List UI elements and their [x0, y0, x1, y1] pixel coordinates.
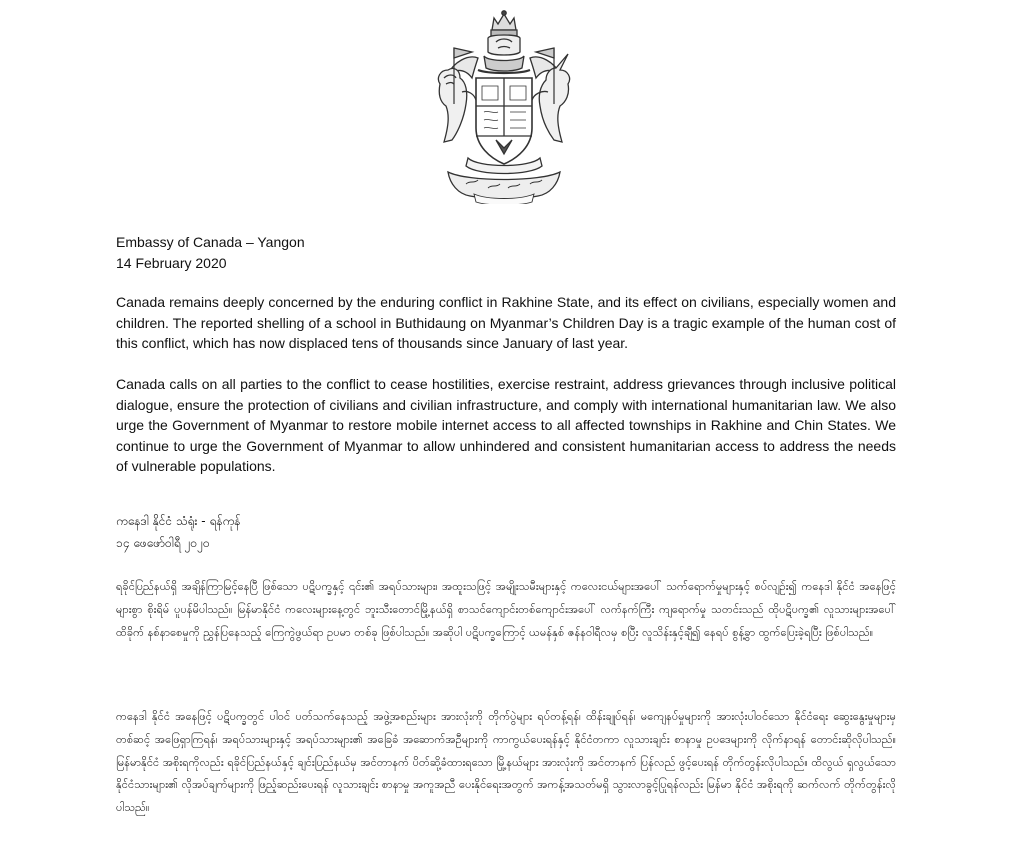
myanmar-paragraph-2: ကနေဒါ နိုင်ငံ အနေဖြင့် ပဋိပက္ခတွင် ပါဝင် ပတ်သက်နေသည့် အဖွဲ့အစည်းများ အားလုံးကို တိုက်ပွဲများ ရပ်တန့်ရန်၊ ထိန်းချုပ်ရန်၊ မကျေနပ်မှုများကို အားလုံးပါဝင်သော နိုင်ငံရေး ဆွေးနွေးမှုများမှ တစ်ဆင့် အဖြေရှာကြရန်၊ အရပ်သားများနှင့် အရပ်သားများ၏ အခြေခံ အဆောက်အဦများကို ကာကွယ်ပေးရန်နှင့် နိုင်ငံတကာ လူသားချင်း စာနာမှု ဥပဒေများကို လိုက်နာရန် တောင်းဆိုလိုပါသည်။ မြန်မာနိုင်ငံ အစိုးရကိုလည်း ရခိုင်ပြည်နယ်နှင့် ချင်းပြည်နယ်မှ အင်တာနက် ပိတ်ဆို့ခံထားရသော မြို့နယ်များ အားလုံးကို အင်တာနက် ပြန်လည် ဖွင့်ပေးရန် တိုက်တွန်းလိုပါသည်။ ထိလွယ် ရှလွယ်သော နိုင်ငံသားများ၏ လိုအပ်ချက်များကို ဖြည့်ဆည်းပေးရန် လူသားချင်း စာနာမှု အကူအညီ ပေးနိုင်ရေးအတွက် အကန့်အသတ်မရှိ သွားလာခွင့်ပြုရန်လည်း မြန်မာ နိုင်ငံ အစိုးရကို ဆက်လက် တိုက်တွန်းလိုပါသည်။ [116, 710, 896, 815]
date-line: 14 February 2020 [116, 254, 227, 271]
royal-coat-of-arms-of-canada-icon [418, 8, 590, 204]
letterhead [116, 232, 896, 273]
myanmar-sender-line: ကနေဒါ နိုင်ငံ သံရုံး - ရန်ကုန် [116, 514, 241, 528]
sender-line: Embassy of Canada – Yangon [116, 234, 305, 250]
myanmar-letterhead [116, 510, 896, 554]
english-paragraph-2: Canada calls on all parties to the conflict to cease hostilities, exercise restraint, address grievances through inclusive political dialogue, ensure the protection of civilians and civilian infrastructure, and comply with international humanitarian law. We also urge the Government of Myanmar to restore mobile internet access to all affected townships in Rakhine and Chin States. We continue to urge the Government of Myanmar to allow unhindered and consistent humanitarian access to address the needs of vulnerable populations. [116, 376, 896, 475]
myanmar-date-line: ၁၄ ဖေဖော်ဝါရီ ၂၀၂၀ [116, 536, 210, 550]
english-paragraph-1: Canada remains deeply concerned by the enduring conflict in Rakhine State, and its effect on civilians, especially women and children. The reported shelling of a school in Buthidaung on Myanmar’s Children Day is a tragic example of the human cost of this conflict, which has now displaced tens of thousands since January of last year. [116, 294, 896, 352]
myanmar-paragraph-1: ရခိုင်ပြည်နယ်ရှိ အချိန်ကြာမြင့်နေပြီ ဖြစ်သော ပဋိပက္ခနှင့် ၎င်း၏ အရပ်သားများ၊ အထူးသဖြင့် အမျိုးသမီးများနှင့် ကလေးငယ်များအပေါ် သက်ရောက်မှုများနှင့် စပ်လျဉ်း၍ ကနေဒါ နိုင်ငံ အနေဖြင့် များစွာ စိုးရိမ် ပူပန်မိပါသည်။ မြန်မာနိုင်ငံ ကလေးများနေ့တွင် ဘူးသီးတောင်မြို့နယ်ရှိ စာသင်ကျောင်းတစ်ကျောင်းအပေါ် လက်နက်ကြီး ကျရောက်မှု သတင်းသည် ထိုပဋိပက္ခ၏ လူသားများအပေါ် ထိခိုက် နစ်နာစေမှုကို ညွှန်ပြနေသည့် ကြေကွဲဖွယ်ရာ ဥပမာ တစ်ခု ဖြစ်ပါသည်။ အဆိုပါ ပဋိပက္ခကြောင့် ယမန်နှစ် ဇန်နဝါရီလမှ စပြီး လူသိန်းနှင့်ချီ၍ နေရပ် စွန့်ခွာ ထွက်ပြေးခဲ့ရပြီး ဖြစ်ပါသည်။ [116, 580, 896, 639]
